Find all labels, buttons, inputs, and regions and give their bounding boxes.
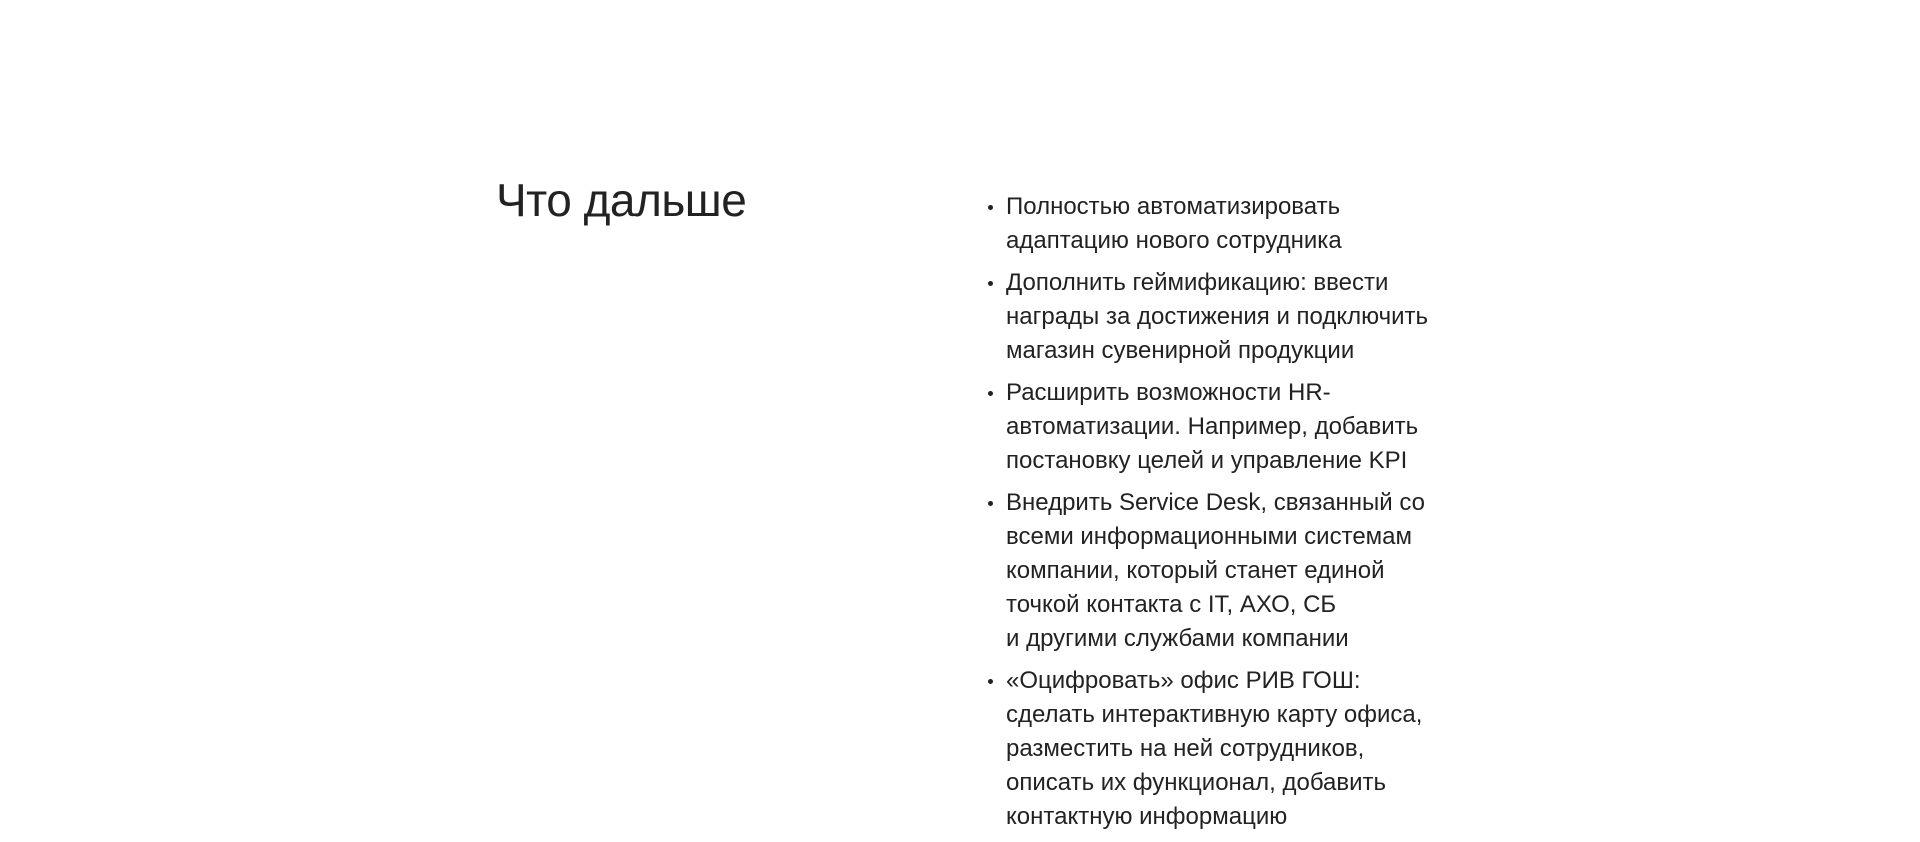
- list-item-line: постановку целей и управление KPI: [1006, 447, 1408, 474]
- list-item-line: Расширить возможности HR-: [1006, 379, 1331, 406]
- bullet-icon: [988, 205, 993, 210]
- list-item: [984, 190, 1444, 258]
- list-item-line: и другими службами компании: [1006, 625, 1349, 652]
- list-item-line: всеми информационными системам: [1006, 523, 1413, 550]
- bullet-icon: [988, 391, 993, 396]
- list-item: [984, 486, 1444, 656]
- bullet-icon: [988, 281, 993, 286]
- list-item-text: [1006, 376, 1444, 478]
- list-item-line: разместить на ней сотрудников,: [1006, 735, 1365, 762]
- list-item-text: [1006, 190, 1444, 258]
- section-title: Что дальше: [496, 174, 747, 226]
- list-item-text: [1006, 486, 1444, 656]
- next-steps-list: [984, 190, 1444, 842]
- list-item-line: Внедрить Service Desk, связанный со: [1006, 489, 1425, 516]
- list-item: [984, 266, 1444, 368]
- list-item: [984, 376, 1444, 478]
- list-item-line: адаптацию нового сотрудника: [1006, 227, 1342, 254]
- list-item-line: описать их функционал, добавить: [1006, 769, 1387, 796]
- list-item-text: [1006, 664, 1444, 834]
- list-item-line: Полностью автоматизировать: [1006, 193, 1341, 220]
- bullet-icon: [988, 501, 993, 506]
- list-item-line: контактную информацию: [1006, 803, 1288, 830]
- list-item-line: компании, который станет единой: [1006, 557, 1385, 584]
- list-item-line: «Оцифровать» офис РИВ ГОШ:: [1006, 667, 1361, 694]
- list-item-line: автоматизации. Например, добавить: [1006, 413, 1419, 440]
- list-item-line: сделать интерактивную карту офиса,: [1006, 701, 1423, 728]
- list-item-line: награды за достижения и подключить: [1006, 303, 1429, 330]
- list-item: [984, 664, 1444, 834]
- bullet-icon: [988, 679, 993, 684]
- list-item-line: Дополнить геймификацию: ввести: [1006, 269, 1389, 296]
- list-item-line: точкой контакта с IT, АХО, СБ: [1006, 591, 1337, 618]
- list-item-text: [1006, 266, 1444, 368]
- list-item-line: магазин сувенирной продукции: [1006, 337, 1355, 364]
